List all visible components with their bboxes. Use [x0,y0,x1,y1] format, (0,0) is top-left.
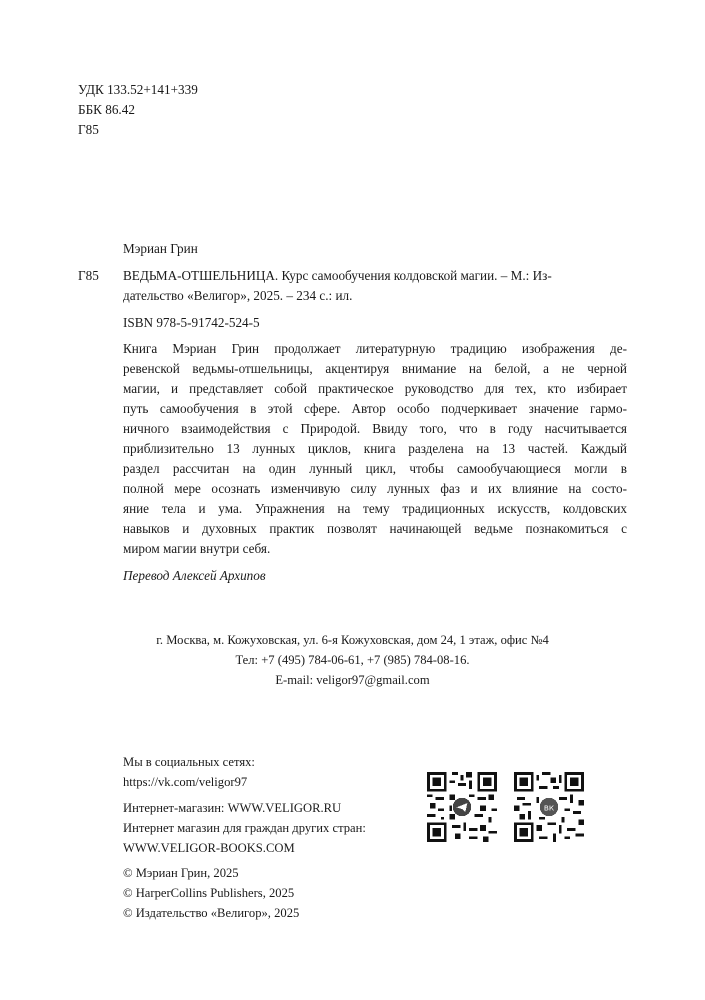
bibliographic-record [123,266,627,306]
publisher-contacts [0,630,705,690]
annotation-line: полной мере осознать изменчивую силу лунных фаз и их влияние на состо- [123,481,627,496]
isbn: ISBN 978-5-91742-524-5 [123,315,260,330]
annotation-line: яние тела и ума. Упражнения на тему традиционных искусств, колдовских [123,501,627,516]
udk-code: УДК 133.52+141+339 [78,82,198,97]
shop-foreign-label: Интернет магазин для граждан других стран: [123,821,366,835]
annotation-line: ничного взаимодействия с Природой. Ввиду того, что в году насчитывается [123,421,627,436]
copyright-line: © HarperCollins Publishers, 2025 [123,886,295,900]
catalog-author-mark: Г85 [78,268,99,283]
author-mark: Г85 [78,122,99,137]
annotation-line: миром магии внутри себя. [123,541,271,556]
annotation-line: Книга Мэриан Грин продолжает литературную традицию изображения де- [123,341,627,356]
bbk-code: ББК 86.42 [78,102,135,117]
annotation-line: приблизительно 13 лунных циклов, книга разделена на 13 частей. Каждый [123,441,627,456]
publisher-phone: Тел: +7 (495) 784-06-61, +7 (985) 784-08-16. [235,653,470,667]
vk-label: ВК [543,803,555,813]
annotation-line: раздел рассчитан на один лунный цикл, чтобы самообучающиеся могли в [123,461,627,476]
publisher-email: E-mail: veligor97@gmail.com [275,673,430,687]
telegram-qr-icon[interactable] [427,772,497,842]
copyright-line: © Мэриан Грин, 2025 [123,866,239,880]
annotation-line: магии, и представляет собой практическое руководство для тех, кто избирает [123,381,627,396]
copyright-block [123,863,299,923]
annotation-line: навыков и духовных практик позволят начинающей ведьме познакомиться с [123,521,627,536]
classification-block [78,80,198,140]
shop-link[interactable]: Интернет-магазин: WWW.VELIGOR.RU [123,801,342,815]
translator-credit: Перевод Алексей Архипов [123,568,266,583]
annotation-line: ревенской ведьмы-отшельницы, акцентируя внимание на белой, а не черной [123,361,627,376]
author-name: Мэриан Грин [123,241,198,256]
annotation-line: путь самообучения в этой сфере. Автор особо подчеркивает значение гармо- [123,401,627,416]
social-links [123,752,366,858]
bibliographic-line: дательство «Велигор», 2025. – 234 с.: ил. [123,288,353,303]
vk-qr-icon[interactable] [514,772,584,842]
publisher-address: г. Москва, м. Кожуховская, ул. 6-я Кожуховская, дом 24, 1 этаж, офис №4 [156,633,549,647]
copyright-line: © Издательство «Велигор», 2025 [123,906,300,920]
shop-foreign-link[interactable]: WWW.VELIGOR-BOOKS.COM [123,841,295,855]
bibliographic-line: ВЕДЬМА-ОТШЕЛЬНИЦА. Курс самообучения колдовской магии. – М.: Из- [123,268,552,283]
vk-link[interactable]: https://vk.com/veligor97 [123,775,248,789]
social-heading: Мы в социальных сетях: [123,755,255,769]
annotation [123,339,627,559]
